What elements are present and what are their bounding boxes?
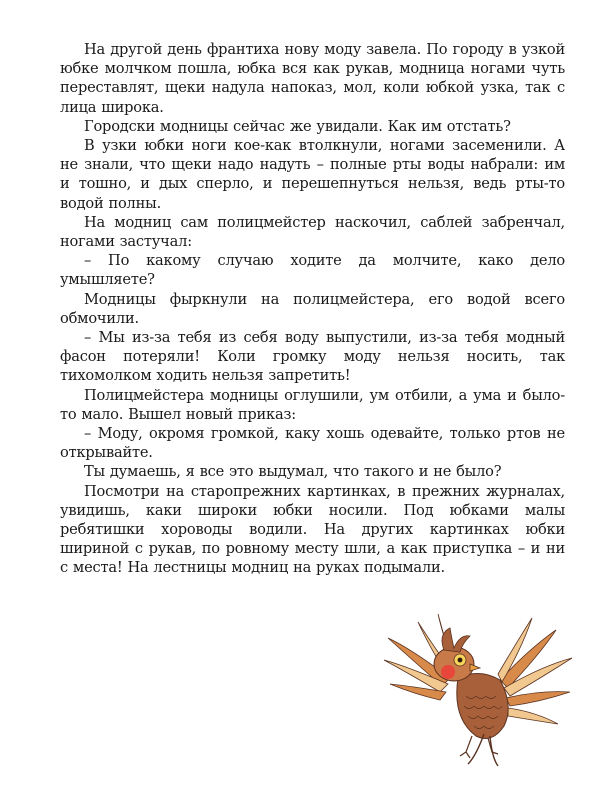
paragraph: Городски модницы сейчас же увидали. Как им отстать? [84, 117, 511, 135]
document-text [60, 40, 565, 578]
bird-body [457, 673, 508, 738]
paragraph: Модницы фыркнули на полицмейстера, его водой всего обмочили. [60, 290, 565, 327]
bird-crest [442, 628, 470, 652]
paragraph: Ты думаешь, я все это выдумал, что такого и не было? [84, 463, 502, 481]
bird-eye [458, 658, 463, 663]
paragraph: – По какому случаю ходите да молчите, како дело умышляете? [60, 252, 565, 289]
paragraph: На модниц сам полицмейстер наскочил, саблей забренчал, ногами застучал: [60, 213, 565, 251]
paragraph: На другой день франтиха нову моду завела. По городу в узкой юбке молчком пошла, юбка вся как рукав, модница ногами чуть переставлят, щеки надула напоказ, мол, коли юбкой узка, так с лица широка. [60, 41, 565, 116]
right-wing [498, 618, 572, 724]
paragraph: В узки юбки ноги кое-как втолкнули, ногами засеменили. А не знали, что щеки надо надуть – полные рты воды набрали: им и тошно, и дых сперло, и перешепнуться нельзя, ведь рты-то водой полны. [60, 137, 565, 212]
paragraph: Посмотри на старопрежних картинках, в прежних журналах, увидишь, каки широки юбки носили. Под юбками малы ребятишки хороводы водили. На других картинках юбки шириной с рукав, по ровному месту шли, а как приступка – и ни с места! На лестницы модниц на руках подымали. [60, 482, 565, 577]
paragraph: – Мы из-за тебя из себя воду выпустили, из-за тебя модный фасон потеряли! Коли громку моду нельзя носить, так тихомолком ходить нельзя запретить! [60, 329, 565, 385]
paragraph: Полицмейстера модницы оглушили, ум отбили, а ума и было-то мало. Вышел новый приказ: [60, 386, 565, 423]
bird-cheek [441, 665, 455, 679]
bird-illustration-icon [380, 608, 580, 768]
paragraph: – Моду, окромя громкой, каку хошь одевайте, только ртов не открывайте. [60, 425, 565, 462]
bird-tail [468, 734, 498, 766]
bird-head [434, 647, 474, 681]
bird-beak [470, 664, 480, 671]
